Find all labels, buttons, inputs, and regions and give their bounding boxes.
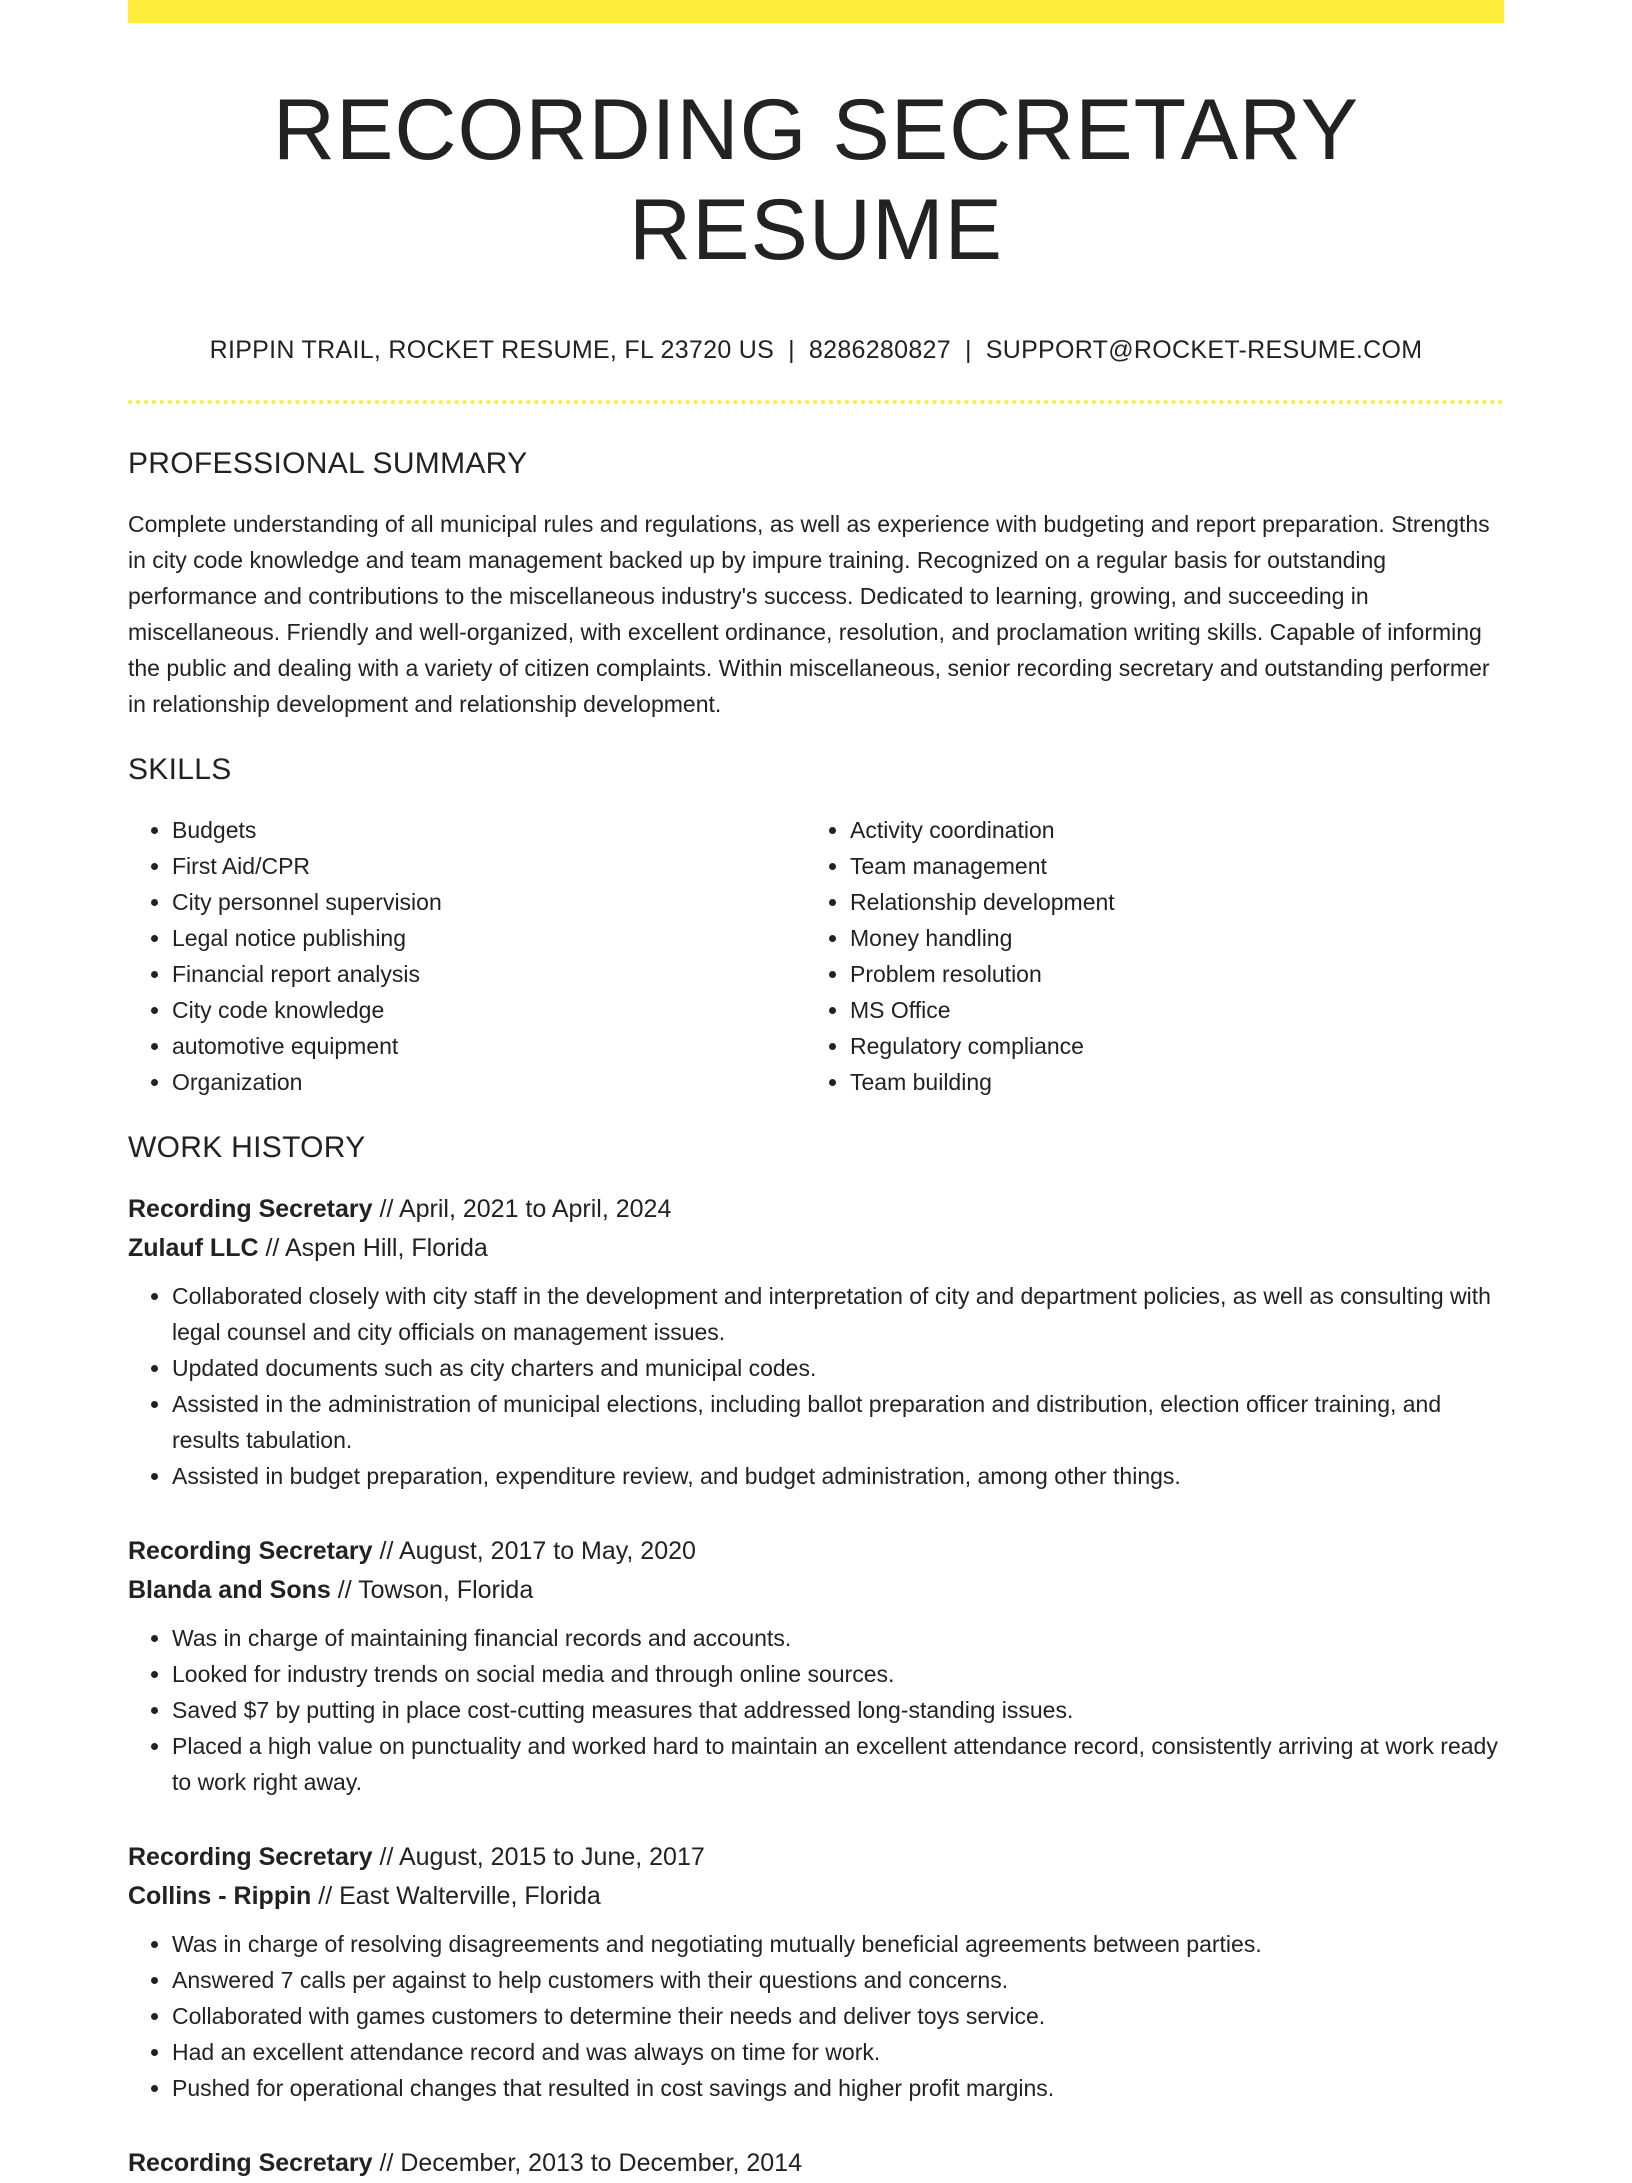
job-entry: [128, 1838, 1504, 2106]
job-entry: [128, 2144, 1504, 2183]
job-bullets: [128, 1620, 1504, 1800]
job-dates: // April, 2021 to April, 2024: [379, 1195, 672, 1223]
skill-item: • Regulatory compliance: [850, 1028, 1484, 1064]
skills-heading: SKILLS: [128, 753, 232, 786]
skills-column-right: [806, 812, 1484, 1100]
job-bullet: • Placed a high value on punctuality and worked hard to maintain an excellent attendance record, consistently arriving at work ready to work right away.: [172, 1728, 1504, 1800]
contact-email: SUPPORT@ROCKET-RESUME.COM: [985, 336, 1423, 364]
job-title: Recording Secretary: [128, 2149, 373, 2177]
job-location: // Aspen Hill, Florida: [265, 1234, 488, 1262]
job-bullet: • Was in charge of resolving disagreements and negotiating mutually beneficial agreements between parties.: [172, 1926, 1504, 1962]
work-history-heading: WORK HISTORY: [128, 1131, 366, 1164]
skill-item: • Legal notice publishing: [172, 920, 806, 956]
skills-grid: [128, 812, 1504, 1100]
skill-item: • Money handling: [850, 920, 1484, 956]
job-dates: // December, 2013 to December, 2014: [379, 2149, 802, 2177]
contact-separator: |: [964, 336, 972, 364]
job-bullet: • Saved $7 by putting in place cost-cutting measures that addressed long-standing issues.: [172, 1692, 1504, 1728]
job-bullet: • Had an excellent attendance record and was always on time for work.: [172, 2034, 1504, 2070]
job-entry: [128, 1532, 1504, 1800]
summary-text: Complete understanding of all municipal rules and regulations, as well as experience with budgeting and report preparation. Strengths in city code knowledge and team management backed up by impure training. Recognized on a regular basis for outstanding performance and contributions to the miscellaneous industry's success. Dedicated to learning, growing, and succeeding in miscellaneous. Friendly and well-organized, with excellent ordinance, resolution, and proclamation writing skills. Capable of informing the public and dealing with a variety of citizen complaints. Within miscellaneous, senior recording secretary and outstanding performer in relationship development and relationship development.: [128, 511, 1490, 717]
job-company-line: [128, 1571, 1504, 1610]
job-company: Blanda and Sons: [128, 1576, 331, 1604]
job-bullet: • Was in charge of maintaining financial records and accounts.: [172, 1620, 1504, 1656]
contact-address: RIPPIN TRAIL, ROCKET RESUME, FL 23720 US: [209, 336, 775, 364]
job-bullet: • Updated documents such as city charters and municipal codes.: [172, 1350, 1504, 1386]
skill-item: • Team management: [850, 848, 1484, 884]
skill-item: • Budgets: [172, 812, 806, 848]
dotted-divider: [128, 400, 1504, 404]
skill-item: • Relationship development: [850, 884, 1484, 920]
skill-item: • Organization: [172, 1064, 806, 1100]
contact-phone: 8286280827: [808, 336, 951, 364]
skill-item: • Activity coordination: [850, 812, 1484, 848]
job-title-line: [128, 2144, 1504, 2183]
job-bullet: • Pushed for operational changes that resulted in cost savings and higher profit margins.: [172, 2070, 1504, 2106]
job-title: Recording Secretary: [128, 1843, 373, 1871]
skill-item: • Problem resolution: [850, 956, 1484, 992]
job-location: // East Walterville, Florida: [318, 1882, 601, 1910]
job-title-line: [128, 1532, 1504, 1571]
job-company: Zulauf LLC: [128, 1234, 259, 1262]
job-bullet: • Collaborated with games customers to determine their needs and deliver toys service.: [172, 1998, 1504, 2034]
skills-column-left: [128, 812, 806, 1100]
skill-item: • Financial report analysis: [172, 956, 806, 992]
job-title: Recording Secretary: [128, 1537, 373, 1565]
page-title: RECORDING SECRETARY RESUME: [272, 82, 1360, 278]
job-company: Collins - Rippin: [128, 1882, 312, 1910]
job-bullet: • Collaborated closely with city staff in the development and interpretation of city and department policies, as well as consulting with legal counsel and city officials on management issues.: [172, 1278, 1504, 1350]
job-bullet: • Answered 7 calls per against to help customers with their questions and concerns.: [172, 1962, 1504, 1998]
job-bullet: • Assisted in the administration of municipal elections, including ballot preparation and distribution, election officer training, and results tabulation.: [172, 1386, 1504, 1458]
job-entry: [128, 1190, 1504, 1494]
contact-separator: |: [788, 336, 795, 364]
skill-item: • MS Office: [850, 992, 1484, 1028]
skill-item: • City code knowledge: [172, 992, 806, 1028]
contact-line: [128, 335, 1504, 365]
skill-item: • City personnel supervision: [172, 884, 806, 920]
job-dates: // August, 2017 to May, 2020: [379, 1537, 696, 1565]
job-bullets: [128, 1278, 1504, 1494]
summary-heading: PROFESSIONAL SUMMARY: [128, 447, 528, 480]
job-bullet: • Looked for industry trends on social media and through online sources.: [172, 1656, 1504, 1692]
job-company-line: [128, 1229, 1504, 1268]
skill-item: • automotive equipment: [172, 1028, 806, 1064]
job-title-line: [128, 1838, 1504, 1877]
skill-item: • Team building: [850, 1064, 1484, 1100]
job-bullet: • Assisted in budget preparation, expenditure review, and budget administration, among other things.: [172, 1458, 1504, 1494]
resume-content: [128, 0, 1504, 2183]
job-location: // Towson, Florida: [337, 1576, 534, 1604]
job-bullets: [128, 1926, 1504, 2106]
job-title-line: [128, 1190, 1504, 1229]
job-company-line: [128, 1877, 1504, 1916]
skill-item: • First Aid/CPR: [172, 848, 806, 884]
job-title: Recording Secretary: [128, 1195, 373, 1223]
job-dates: // August, 2015 to June, 2017: [379, 1843, 705, 1871]
